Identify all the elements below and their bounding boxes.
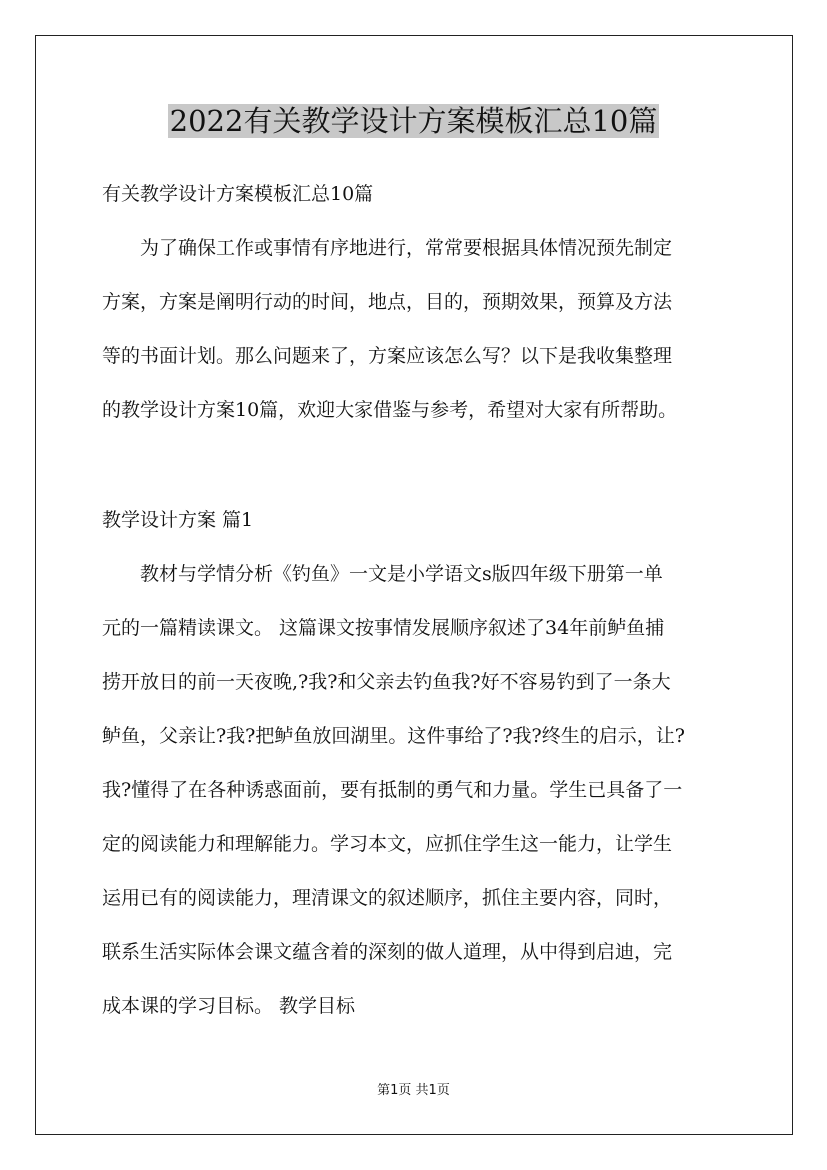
- document-title-text: 2022有关教学设计方案模板汇总10篇: [169, 104, 658, 138]
- section-line: 捞开放日的前一天夜晚,?我?和父亲去钓鱼我?好不容易钓到了一条大: [102, 671, 671, 693]
- section-heading: 教学设计方案 篇1: [102, 509, 254, 531]
- intro-line: 等的书面计划。那么问题来了，方案应该怎么写？以下是我收集整理: [102, 345, 673, 367]
- intro-line: 方案，方案是阐明行动的时间，地点，目的，预期效果，预算及方法: [102, 291, 673, 313]
- section-line: 成本课的学习目标。 教学目标: [102, 995, 356, 1017]
- intro-line: 为了确保工作或事情有序地进行，常常要根据具体情况预先制定: [140, 237, 673, 259]
- section-line: 鲈鱼，父亲让?我?把鲈鱼放回湖里。这件事给了?我?终生的启示，让?: [102, 725, 685, 747]
- section-line: 定的阅读能力和理解能力。学习本文，应抓住学生这一能力，让学生: [102, 833, 673, 855]
- document-title: [0, 100, 827, 142]
- section-line: 元的一篇精读课文。 这篇课文按事情发展顺序叙述了34年前鲈鱼捕: [102, 617, 665, 639]
- section-line: 我?懂得了在各种诱惑面前，要有抵制的勇气和力量。学生已具备了一: [102, 779, 683, 801]
- section-line: 运用已有的阅读能力，理清课文的叙述顺序，抓住主要内容，同时，: [102, 887, 673, 909]
- section-line: 教材与学情分析《钓鱼》一文是小学语文s版四年级下册第一单: [140, 563, 663, 585]
- intro-line: 的教学设计方案10篇，欢迎大家借鉴与参考，希望对大家有所帮助。: [102, 399, 678, 421]
- page-footer: 第1页 共1页: [377, 1083, 450, 1098]
- document-subtitle: 有关教学设计方案模板汇总10篇: [102, 183, 374, 205]
- section-line: 联系生活实际体会课文蕴含着的深刻的做人道理，从中得到启迪，完: [102, 941, 673, 963]
